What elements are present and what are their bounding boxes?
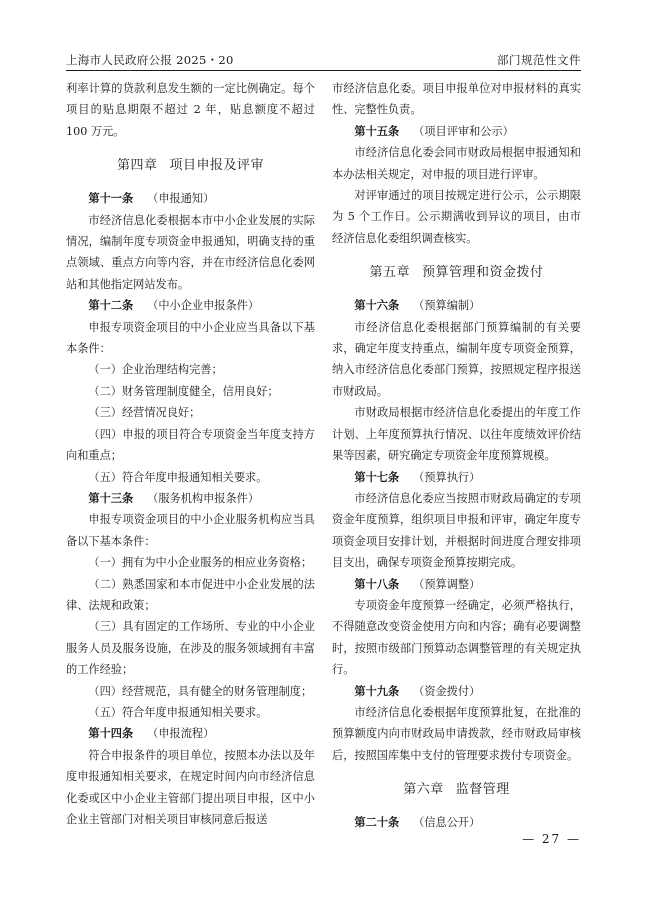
- chapter-title: 监督管理: [455, 782, 510, 798]
- chapter-number: 第六章: [403, 782, 444, 798]
- section-label: 部门规范性文件: [497, 53, 581, 67]
- chapter-title: 项目申报及评审: [169, 158, 265, 174]
- paragraph: 市财政局根据市经济信息化委提出的年度工作计划、上年度预算执行情况、以往年度绩效评价结果等因素，研究确定专项资金年度预算规模。: [332, 406, 581, 463]
- article-number: 第十二条: [88, 298, 134, 313]
- list-item: （二）财务管理制度健全，信用良好；: [88, 384, 279, 398]
- article-heading: [332, 812, 581, 833]
- paragraph: 利率计算的贷款利息发生额的一定比例确定。每个项目的贴息期限不超过 2 年，贴息额度不超过 100 万元。: [66, 82, 315, 138]
- page-header: [66, 50, 581, 71]
- article-title: （资金拨付）: [413, 684, 481, 698]
- paragraph: 专项资金年度预算一经确定，必须严格执行，不得随意改变资金使用方向和内容；确有必要调整时，按照市级部门预算动态调整管理的有关规定执行。: [332, 598, 581, 677]
- list-item: （二）熟悉国家和本市促进中小企业发展的法律、法规和政策；: [66, 577, 315, 612]
- article-number: 第十五条: [354, 123, 400, 138]
- article-number: 第十七条: [354, 469, 400, 484]
- article-number: 第二十条: [354, 815, 400, 830]
- list-item: （五）符合年度申报通知相关要求。: [88, 470, 268, 484]
- article-number: 第十九条: [354, 683, 400, 698]
- article-title: （信息公开）: [413, 816, 481, 830]
- paragraph: 对评审通过的项目按规定进行公示，公示期限为 5 个工作日。公示期满收到异议的项目，由市经济信息化委组织调查核实。: [332, 189, 581, 245]
- list-item: （一）企业治理结构完善；: [88, 363, 223, 377]
- article-title: （项目评审和公示）: [413, 124, 514, 138]
- article-heading: [332, 121, 581, 142]
- article-number: 第十六条: [354, 298, 400, 313]
- chapter-heading: [66, 156, 315, 176]
- article-title: （预算执行）: [413, 470, 481, 484]
- article-number: 第十八条: [354, 576, 400, 591]
- right-column: [332, 78, 581, 834]
- article-heading: [332, 574, 581, 595]
- chapter-title: 预算管理和资金拨付: [422, 265, 544, 281]
- article-heading: [66, 188, 315, 209]
- list-item: （五）符合年度申报通知相关要求。: [88, 705, 268, 719]
- article-title: （中小企业申报条件）: [147, 299, 260, 313]
- article-title: （预算编制）: [413, 299, 481, 313]
- paragraph: 市经济信息化委应当按照市财政局确定的专项资金年度预算，组织项目申报和评审，确定年度专项资金项目安排计划，并根据时间进度合理安排项目支出，确保专项资金预算按期完成。: [332, 491, 581, 570]
- bulletin-title: 上海市人民政府公报 2025・20: [66, 53, 234, 67]
- chapter-number: 第四章: [116, 158, 158, 174]
- paragraph: 市经济信息化委根据本市中小企业发展的实际情况，编制年度专项资金申报通知，明确支持的重点领域、重点方向等内容，并在市经济信息化委网站和其他指定网站发布。: [66, 213, 315, 291]
- chapter-number: 第五章: [369, 265, 410, 281]
- paragraph: 申报专项资金项目的中小企业应当具备以下基本条件：: [66, 320, 315, 356]
- left-column: [66, 78, 315, 830]
- list-item: （四）经营规范，具有健全的财务管理制度；: [88, 684, 313, 698]
- list-item: （三）经营情况良好；: [88, 406, 201, 420]
- article-title: （申报通知）: [147, 192, 215, 206]
- article-heading: [332, 681, 581, 702]
- article-heading: [66, 488, 315, 509]
- page-number: — 27 —: [522, 832, 581, 846]
- list-item: （一）拥有为中小企业服务的相应业务资格；: [88, 556, 313, 570]
- article-title: （预算调整）: [413, 577, 481, 591]
- paragraph: 市经济信息化委会同市财政局根据申报通知和本办法相关规定，对申报的项目进行评审。: [332, 146, 581, 181]
- article-heading: [66, 723, 315, 744]
- paragraph: 市经济信息化委。项目申报单位对申报材料的真实性、完整性负责。: [332, 82, 581, 117]
- chapter-heading: [332, 780, 581, 800]
- paragraph: 市经济信息化委根据年度预算批复，在批准的预算额度内向市财政局申请拨款，经市财政局审核后，按照国库集中支付的管理要求拨付专项资金。: [332, 705, 581, 762]
- article-number: 第十四条: [88, 726, 134, 741]
- chapter-heading: [332, 263, 581, 283]
- article-number: 第十三条: [88, 490, 134, 505]
- article-title: （服务机构申报条件）: [147, 491, 260, 505]
- list-item: （四）申报的项目符合专项资金当年度支持方向和重点；: [66, 427, 315, 463]
- paragraph: 申报专项资金项目的中小企业服务机构应当具备以下基本条件：: [66, 513, 315, 548]
- paragraph: 市经济信息化委根据部门预算编制的有关要求，确定年度支持重点，编制年度专项资金预算，纳入市经济信息化委部门预算，按照规定程序报送市财政局。: [332, 320, 581, 398]
- article-heading: [332, 467, 581, 488]
- article-number: 第十一条: [88, 191, 134, 206]
- article-title: （申报流程）: [147, 727, 215, 741]
- list-item: （三）具有固定的工作场所、专业的中小企业服务人员及服务设施，在涉及的服务领域拥有丰富的工作经验；: [66, 620, 315, 677]
- paragraph: 符合申报条件的项目单位，按照本办法以及年度申报通知相关要求，在规定时间内向市经济信息化委或区中小企业主管部门提出项目申报，区中小企业主管部门对相关项目审核同意后报送: [66, 748, 315, 826]
- article-heading: [332, 295, 581, 316]
- article-heading: [66, 295, 315, 316]
